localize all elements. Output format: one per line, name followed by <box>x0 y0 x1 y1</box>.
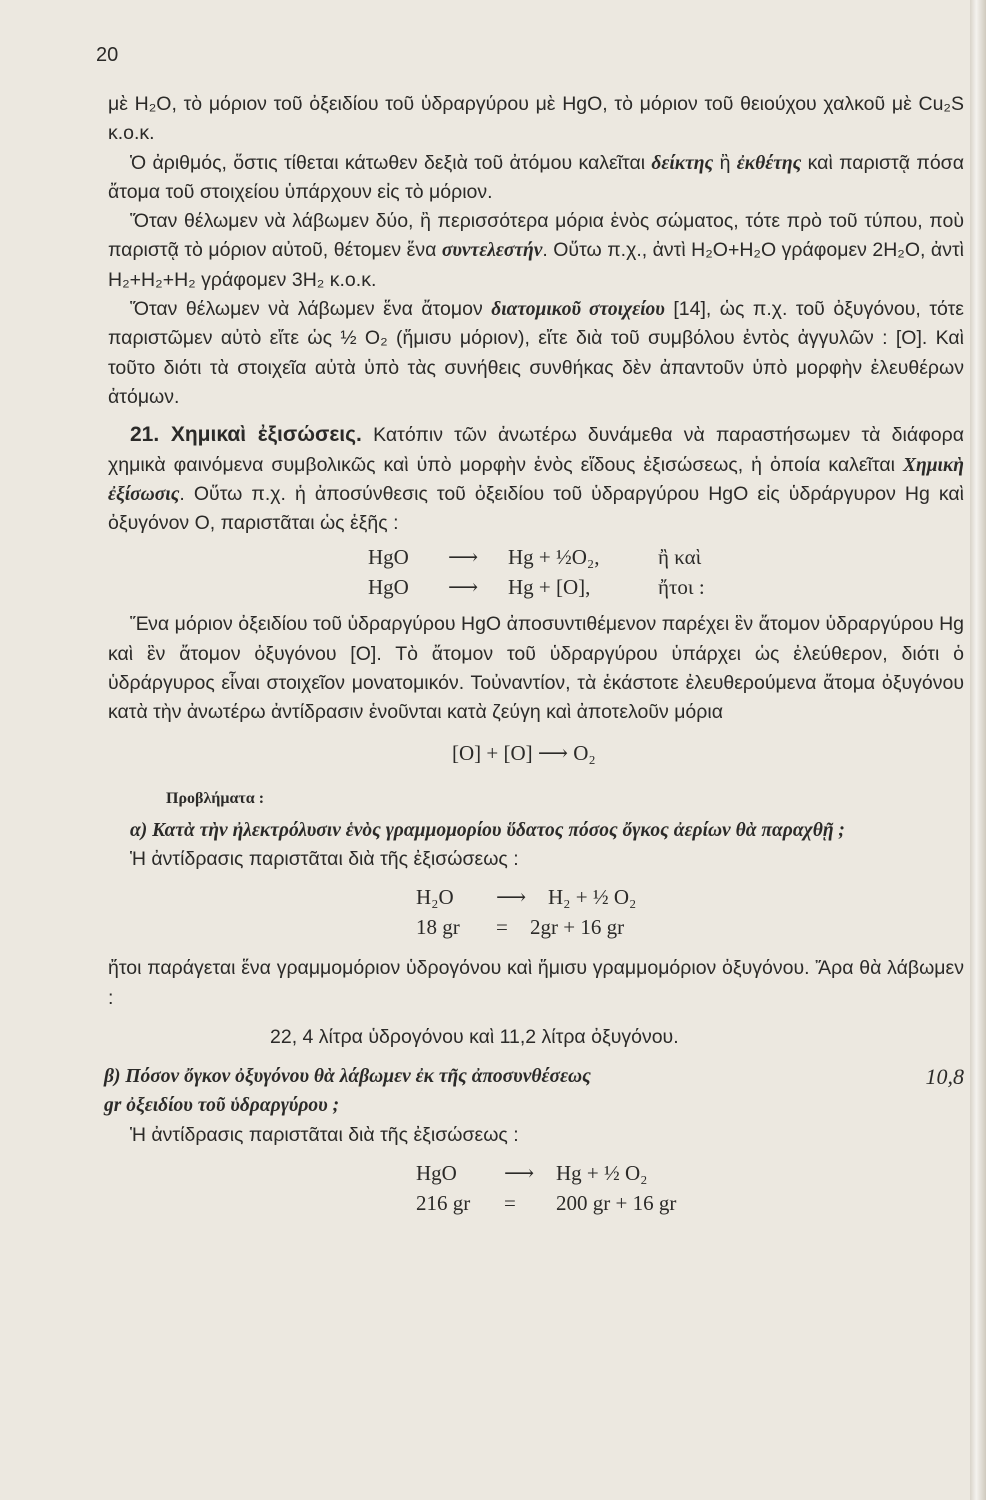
term-diatomic: διατομικοῦ στοιχείου <box>491 299 665 321</box>
paragraph-3: Ὅταν θέλωμεν νὰ λάβωμεν δύο, ἢ περισσότερα μόρια ἑνὸς σώματος, τότε πρὸ τοῦ τύπου, ποὺ παριστᾷ τὸ μόριον αὐτοῦ, θέτομεν ἕνα συντελεστήν. Οὕτω π.χ., ἀντὶ H₂O+H₂O γράφομεν 2H₂O, ἀντὶ H₂+H₂+H₂ γράφομεν 3H₂ κ.ο.κ. <box>108 210 964 291</box>
equation-1: HgO ⟶ Hg + ½O₂, ἢ καὶ <box>368 545 702 570</box>
equation-3: [O] + [O] ⟶ O₂ <box>452 740 596 765</box>
paragraph-5: Ἕνα μόριον ὀξειδίου τοῦ ὑδραργύρου HgO ἀποσυντιθέμενον παρέχει ἓν ἄτομον ὑδραργύρου Hg καὶ ἓν ἄτομον ὀξυγόνου [O]. Τὸ ἄτομον τοῦ ὑδραργύρου ὑπάρχει ὡς ἐλεύθερον, διότι ὁ ὑδράργυρος εἶναι στοιχεῖον μονατομικόν. Τοὐναντίον, τὰ ἑκάστοτε ἐλευθερούμενα ἄτομα ὀξυγόνου κατὰ τὴν ἀνωτέρω ἀντίδρασιν ἑνοῦνται κατὰ ζεύγη καὶ ἀποτελοῦν μόρια <box>108 613 964 724</box>
term-coefficient: συντελεστήν <box>441 240 543 262</box>
term-index: δείκτης <box>651 152 714 174</box>
paragraph-7: 22, 4 λίτρα ὑδρογόνου καὶ 11,2 λίτρα ὀξυγόνου. <box>270 1025 679 1048</box>
problems-label: Προβλήματα : <box>166 789 265 807</box>
page-edge <box>970 0 986 1500</box>
page-number: 20 <box>96 44 119 66</box>
problem-b: β) Πόσον ὄγκον ὀξυγόνου θὰ λάβωμεν ἐκ τῆς ἀποσυνθέσεως 10,8 gr ὀξειδίου τοῦ ὑδραργύρου ; <box>104 1064 964 1117</box>
equation-2: HgO ⟶ Hg + [O], ἤτοι : <box>368 575 705 600</box>
problem-a: α) Κατὰ τὴν ἠλεκτρόλυσιν ἑνὸς γραμμομορίου ὕδατος πόσος ὄγκος ἀερίων θὰ παραχθῇ ; <box>130 819 845 841</box>
page-content <box>104 90 964 1218</box>
section-heading: 21. Χημικαὶ ἐξισώσεις. <box>130 423 362 447</box>
equation-7: 216 gr = 200 gr + 16 gr <box>416 1191 677 1216</box>
equation-6: HgO ⟶ Hg + ½ O₂ <box>416 1161 648 1186</box>
term-chemical-equation: Χημικὴ ἐξίσωσις <box>108 454 964 505</box>
paragraph-4: Ὅταν θέλωμεν νὰ λάβωμεν ἕνα ἄτομον διατομικοῦ στοιχείου [14], ὡς π.χ. τοῦ ὀξυγόνου, τότε παριστῶμεν αὐτὸ εἴτε ὡς ½ O₂ (ἥμισυ μόριον), εἴτε διὰ τοῦ συμβόλου ἐντὸς ἀγγυλῶν : [O]. Καὶ τοῦτο διότι τὰ στοιχεῖα αὐτὰ ὑπὸ τὰς συνήθεις συνθήκας δὲν ἀπαντοῦν ὑπὸ μορφὴν ἐλευθέρων ἀτόμων. <box>108 298 964 408</box>
term-exponent: ἐκθέτης <box>736 152 802 174</box>
reaction-b-text: Ἡ ἀντίδρασις παριστᾶται διὰ τῆς ἐξισώσεως : <box>130 1123 519 1146</box>
section-21: 21. Χημικαὶ ἐξισώσεις. Κατόπιν τῶν ἀνωτέρω δυνάμεθα νὰ παραστήσωμεν τὰ διάφορα χημικὰ φαινόμενα συμβολικῶς καὶ ὑπὸ μορφὴν ἑνὸς εἴδους ἐξισώσεως, ἡ ὁποία καλεῖται Χημικὴ ἐξίσωσις. Οὕτω π.χ. ἡ ἀποσύνθεσις τοῦ ὀξειδίου τοῦ ὑδραργύρου HgO εἰς ὑδράργυρον Hg καὶ ὀξυγόνον O, παριστᾶται ὡς ἑξῆς : <box>108 423 964 535</box>
paragraph-1: μὲ H₂O, τὸ μόριον τοῦ ὀξειδίου τοῦ ὑδραργύρου μὲ HgO, τὸ μόριον τοῦ θειούχου χαλκοῦ μὲ Cu₂S κ.ο.κ. <box>108 93 964 145</box>
reaction-a-text: Ἡ ἀντίδρασις παριστᾶται διὰ τῆς ἐξισώσεως : <box>130 847 519 870</box>
equation-5: 18 gr = 2gr + 16 gr <box>416 915 625 940</box>
paragraph-6: ἤτοι παράγεται ἕνα γραμμομόριον ὑδρογόνου καὶ ἥμισυ γραμμομόριον ὀξυγόνου. Ἄρα θὰ λάβωμεν : <box>108 957 964 1009</box>
equation-4: H₂O ⟶ H₂ + ½ O₂ <box>416 885 637 910</box>
paragraph-2: Ὁ ἀριθμός, ὅστις τίθεται κάτωθεν δεξιὰ τοῦ ἀτόμου καλεῖται δείκτης ἢ ἐκθέτης καὶ παριστᾷ πόσα ἄτομα τοῦ στοιχείου ὑπάρχουν εἰς τὸ μόριον. <box>108 151 964 203</box>
